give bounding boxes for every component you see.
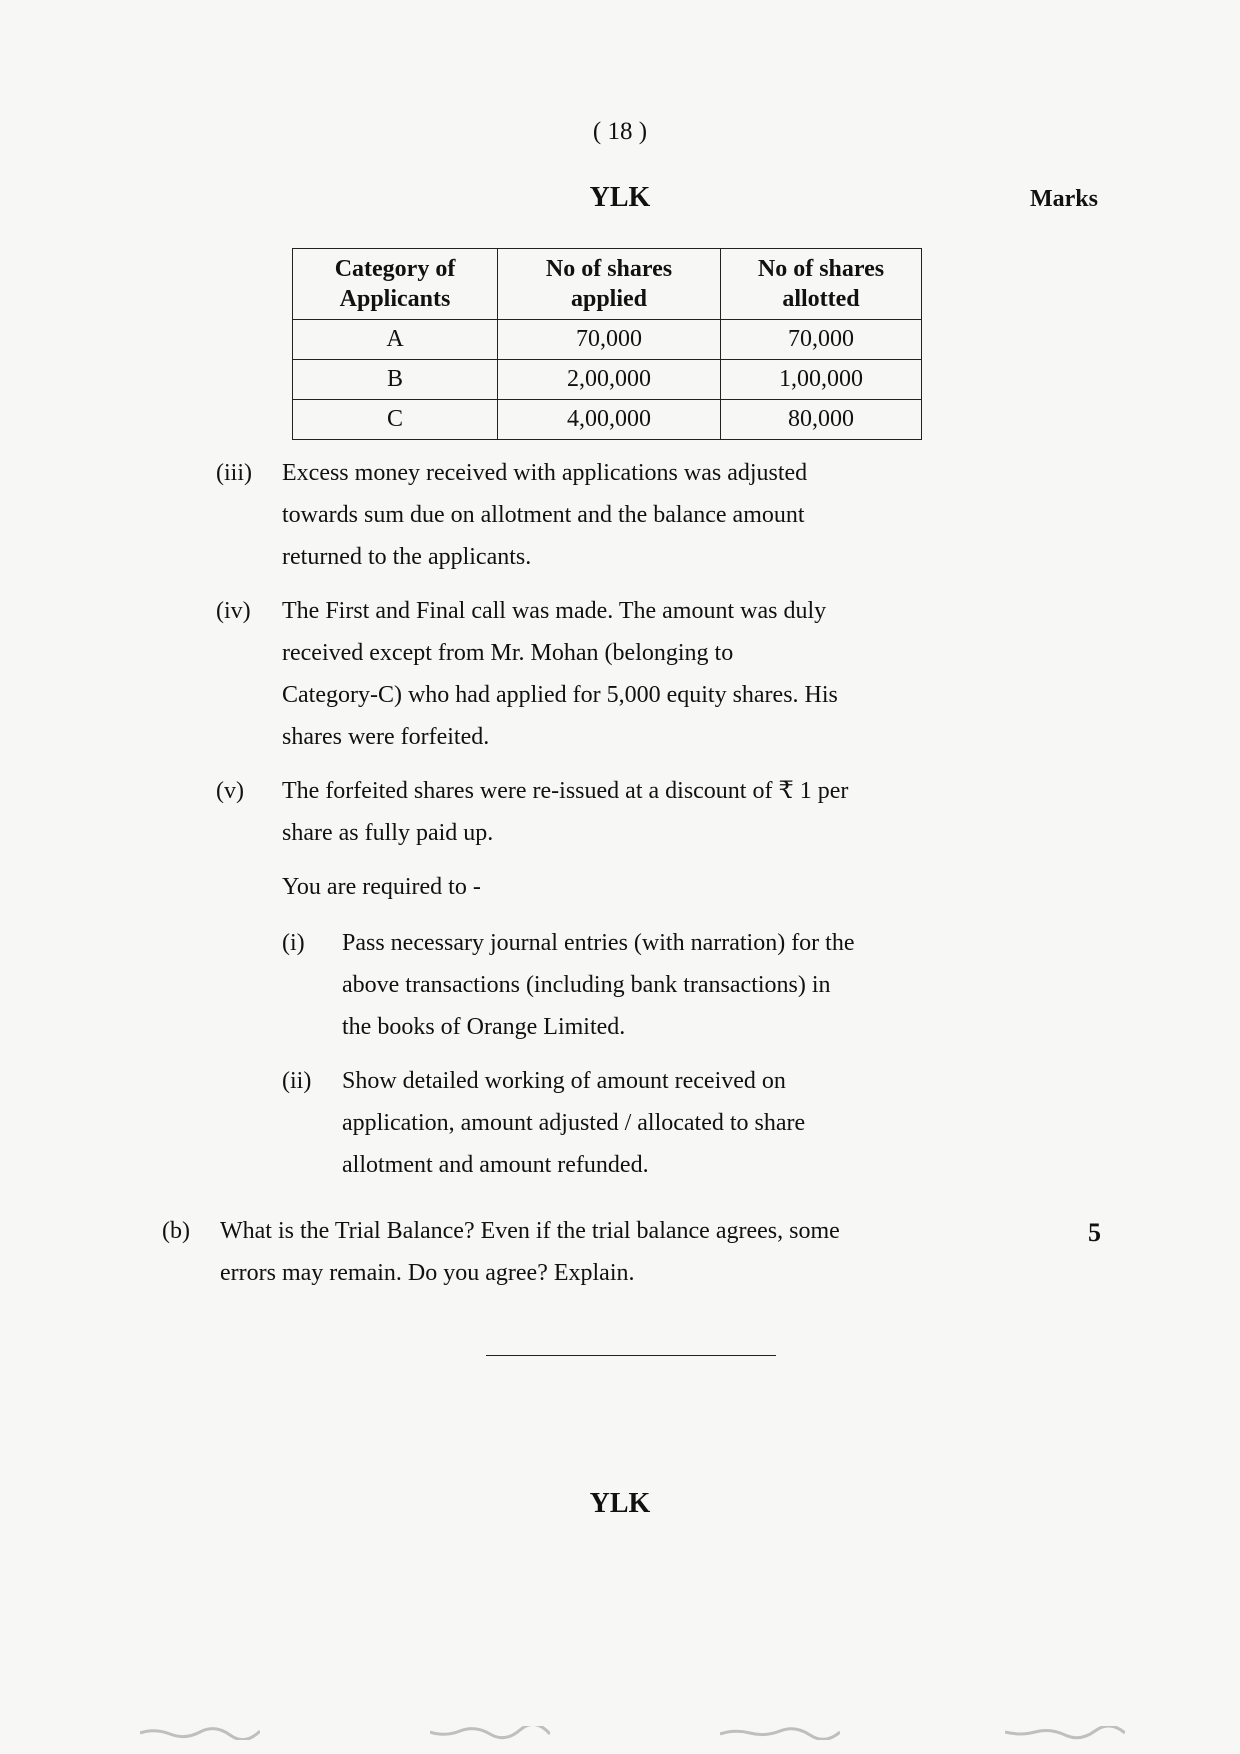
item-number: (i) bbox=[282, 930, 305, 956]
marks-column-heading: Marks bbox=[1030, 186, 1098, 212]
table-cell: 80,000 bbox=[721, 400, 922, 440]
scan-smudge bbox=[430, 1726, 550, 1740]
table-cell: B bbox=[293, 360, 498, 400]
table-cell: 4,00,000 bbox=[498, 400, 721, 440]
item-text: Pass necessary journal entries (with narration) for the above transactions (including bank transactions) in the books of Orange Limited. bbox=[342, 930, 855, 1040]
item-text: What is the Trial Balance? Even if the trial balance agrees, some errors may remain. Do you agree? Explain. bbox=[220, 1218, 840, 1286]
required-heading: You are required to - bbox=[282, 874, 481, 900]
page-number: ( 18 ) bbox=[592, 118, 648, 145]
item-text: Show detailed working of amount received on application, amount adjusted / allocated to share allotment and amount refunded. bbox=[342, 1068, 806, 1178]
table-cell: C bbox=[293, 400, 498, 440]
marks-value: 5 bbox=[1088, 1218, 1101, 1247]
table-cell: 1,00,000 bbox=[721, 360, 922, 400]
item-number: (iii) bbox=[216, 460, 252, 486]
item-text: Excess money received with applications was adjusted towards sum due on allotment and the balance amount returned to the applicants. bbox=[282, 460, 808, 570]
table-row bbox=[293, 400, 922, 440]
end-divider bbox=[486, 1355, 776, 1356]
item-text: The First and Final call was made. The amount was duly received except from Mr. Mohan (belonging to Category-C) who had applied for 5,000 equity shares. His shares were forfeited. bbox=[282, 598, 838, 750]
scan-smudge bbox=[140, 1726, 260, 1740]
item-number: (b) bbox=[162, 1218, 190, 1244]
allotment-table bbox=[292, 248, 922, 440]
table-cell: 70,000 bbox=[498, 320, 721, 360]
table-cell: A bbox=[293, 320, 498, 360]
table-row bbox=[293, 360, 922, 400]
header-allotted: No of shares allotted bbox=[721, 249, 922, 320]
table-cell: 2,00,000 bbox=[498, 360, 721, 400]
scan-smudge bbox=[720, 1726, 840, 1740]
header-category: Category of Applicants bbox=[293, 249, 498, 320]
table-header-row bbox=[293, 249, 922, 320]
item-number: (iv) bbox=[216, 598, 251, 624]
paper-code-top: YLK bbox=[589, 182, 651, 213]
table-cell: 70,000 bbox=[721, 320, 922, 360]
table-row bbox=[293, 320, 922, 360]
scan-smudge bbox=[1005, 1726, 1125, 1740]
paper-code-bottom: YLK bbox=[589, 1488, 651, 1519]
header-applied: No of shares applied bbox=[498, 249, 721, 320]
item-number: (ii) bbox=[282, 1068, 312, 1094]
item-text: The forfeited shares were re-issued at a discount of ₹ 1 per share as fully paid up. bbox=[282, 778, 849, 846]
item-number: (v) bbox=[216, 778, 244, 804]
